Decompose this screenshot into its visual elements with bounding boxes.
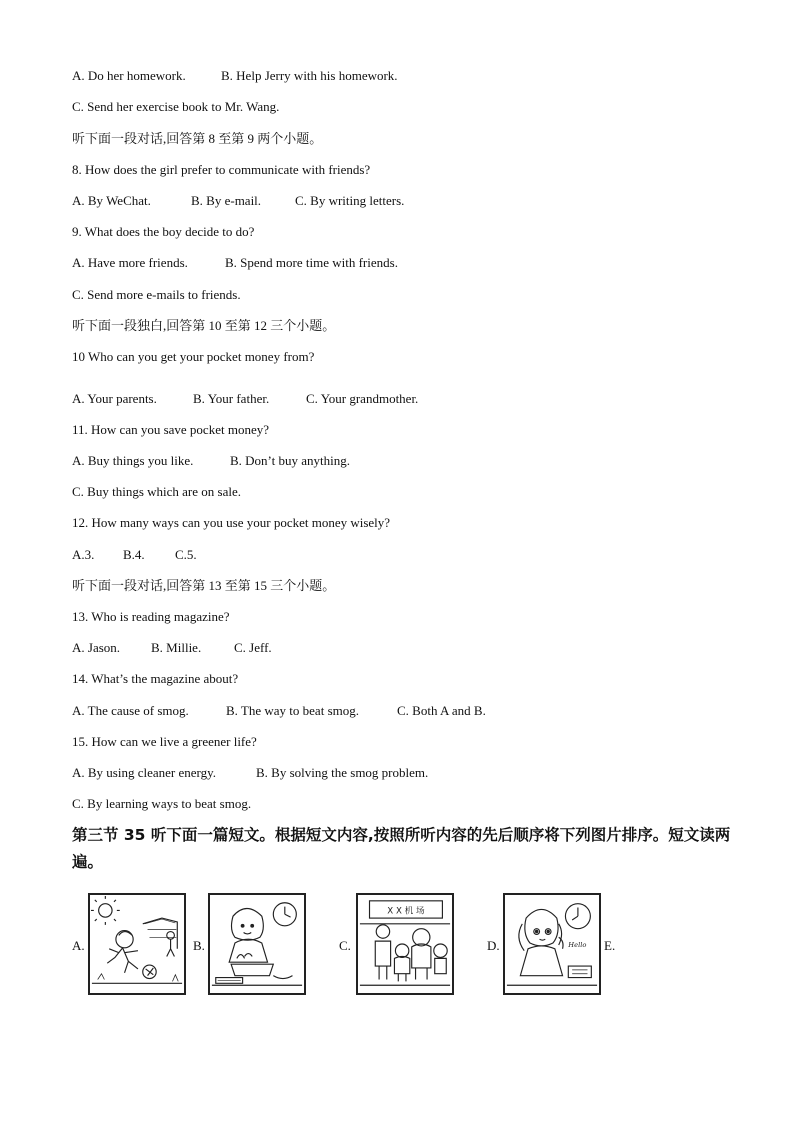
instruction-line: 听下面一段独白,回答第 10 至第 12 三个小题。 — [72, 318, 336, 333]
line-12 — [72, 453, 350, 469]
picture-label-e: E. — [604, 938, 616, 953]
line-6 — [72, 255, 398, 271]
section-heading: 第三节 35 听下面一篇短文。根据短文内容,按照所听内容的先后顺序将下列图片排序。短文读两遍。 — [72, 826, 731, 871]
instruction-line: 听下面一段对话,回答第 13 至第 15 三个小题。 — [72, 578, 336, 593]
option: C. Your grandmother. — [306, 391, 419, 406]
option: B. Your father. — [193, 391, 270, 406]
question-11: 11. How can you save pocket money? — [72, 422, 269, 437]
option: B. By solving the smog problem. — [256, 765, 429, 780]
option: B. Help Jerry with his homework. — [221, 68, 398, 83]
line-18 — [72, 640, 272, 656]
boy-football-illustration — [90, 895, 184, 993]
question-15: 15. How can we live a greener life? — [72, 734, 257, 749]
line-10 — [72, 391, 418, 407]
question-9: 9. What does the boy decide to do? — [72, 224, 255, 239]
instruction-line: 听下面一段对话,回答第 8 至第 9 两个小题。 — [72, 131, 323, 146]
line-7: C. Send more e-mails to friends. — [72, 287, 241, 302]
option: B.4. — [123, 547, 145, 562]
picture-label-d: D. — [487, 938, 500, 953]
question-10: 10 Who can you get your pocket money from? — [72, 349, 315, 364]
option: A.3. — [72, 547, 95, 562]
line-13: C. Buy things which are on sale. — [72, 484, 241, 499]
question-12: 12. How many ways can you use your pocket money wisely? — [72, 515, 391, 530]
option: A. Jason. — [72, 640, 121, 655]
woman-cooking-illustration — [210, 895, 304, 993]
phone-bubble-text: Hello — [568, 940, 587, 949]
picture-label-b: B. — [193, 938, 205, 953]
option: A. Buy things you like. — [72, 453, 194, 468]
question-8: 8. How does the girl prefer to communicate with friends? — [72, 162, 371, 177]
option: A. Do her homework. — [72, 68, 186, 83]
option: B. The way to beat smog. — [226, 703, 359, 718]
option: C. Both A and B. — [397, 703, 486, 718]
option: A. By WeChat. — [72, 193, 151, 208]
line-0 — [72, 68, 398, 84]
line-1: C. Send her exercise book to Mr. Wang. — [72, 99, 280, 114]
option: B. Don’t buy anything. — [230, 453, 351, 468]
line-22 — [72, 765, 428, 781]
picture-label-a: A. — [72, 938, 85, 953]
picture-row — [0, 890, 794, 1000]
line-23: C. By learning ways to beat smog. — [72, 796, 252, 811]
line-15 — [72, 547, 197, 563]
airport-illustration — [358, 895, 452, 993]
picture-boy-playing-football — [88, 893, 186, 995]
option: B. Spend more time with friends. — [225, 255, 398, 270]
option: A. The cause of smog. — [72, 703, 189, 718]
picture-label-c: C. — [339, 938, 351, 953]
picture-airport — [356, 893, 454, 995]
option: A. Your parents. — [72, 391, 157, 406]
option: B. Millie. — [151, 640, 202, 655]
option: B. By e-mail. — [191, 193, 262, 208]
option: C. Jeff. — [234, 640, 272, 655]
airport-sign: X X 机 场 — [387, 906, 425, 917]
picture-woman-cooking — [208, 893, 306, 995]
picture-girl-on-phone — [503, 893, 601, 995]
option: A. Have more friends. — [72, 255, 188, 270]
option: C.5. — [175, 547, 197, 562]
line-4 — [72, 193, 404, 209]
option: A. By using cleaner energy. — [72, 765, 217, 780]
question-14: 14. What’s the magazine about? — [72, 671, 239, 686]
option: C. By writing letters. — [295, 193, 405, 208]
line-20 — [72, 703, 486, 719]
girl-phone-illustration — [505, 895, 599, 993]
question-13: 13. Who is reading magazine? — [72, 609, 230, 624]
